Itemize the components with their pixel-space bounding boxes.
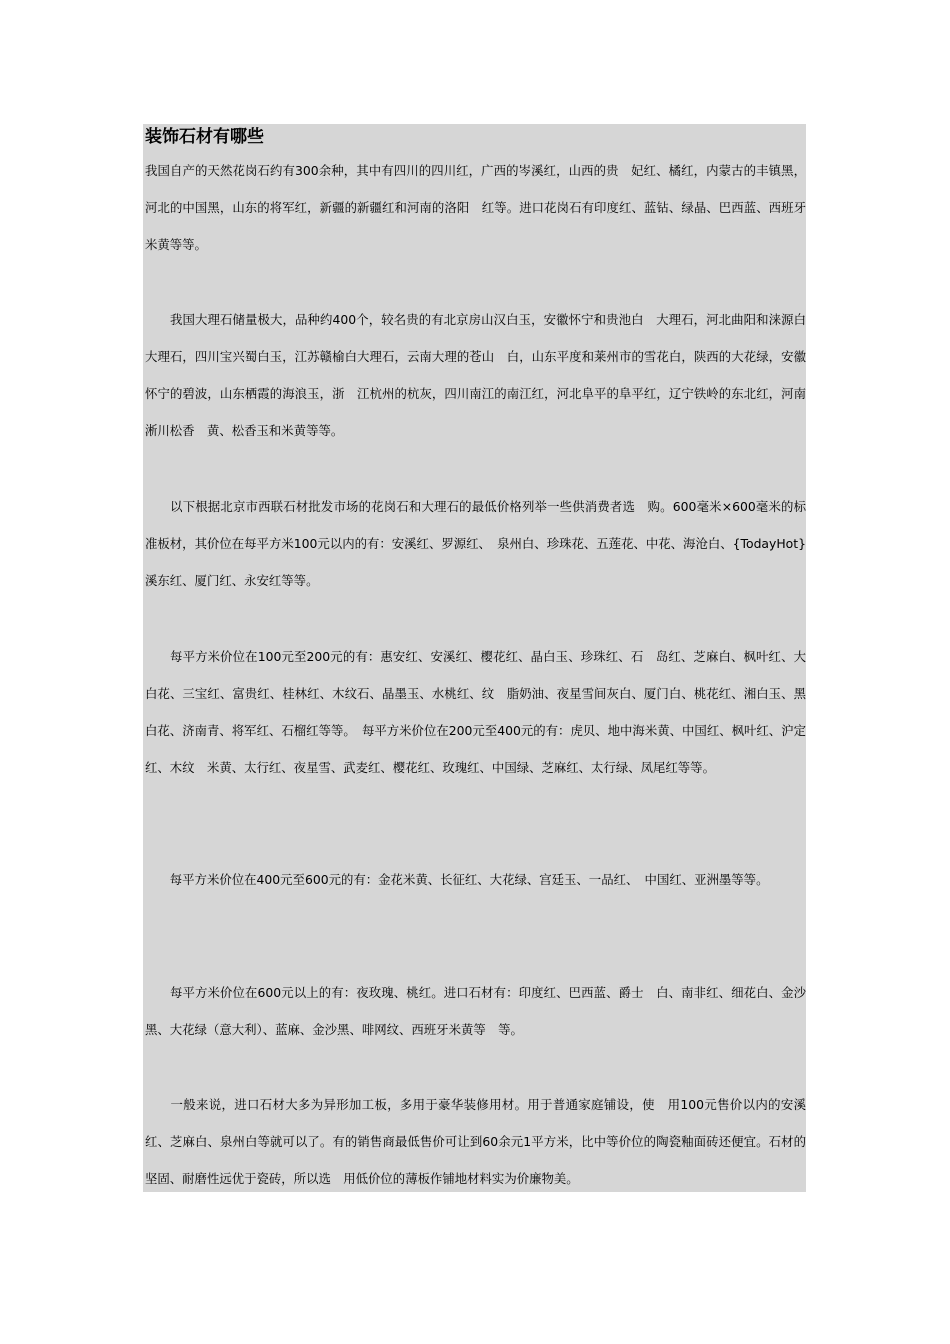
paragraph-price-under-100: 以下根据北京市西联石材批发市场的花岗石和大理石的最低价格列举一些供消费者选 购。600毫米×600毫米的标准板材，其价位在每平方米100元以内的有：安溪红、罗源红、 泉州白、珍珠花、五莲花、中花、海沧白、{TodayHot}溪东红、厦门红、永安红等等。 xyxy=(145,499,806,588)
paragraph-general-advice: 一般来说，进口石材大多为异形加工板，多用于豪华装修用材。用于普通家庭铺设，使 用100元售价以内的安溪红、芝麻白、泉州白等就可以了。有的销售商最低售价可让到60余元1平方米，比中等价位的陶瓷釉面砖还便宜。石材的坚固、耐磨性远优于瓷砖，所以选 用低价位的薄板作铺地材料实为价廉物美。 xyxy=(145,1097,806,1186)
document-title: 装饰石材有哪些 xyxy=(145,127,264,147)
paragraph-price-over-600: 每平方米价位在600元以上的有：夜玫瑰、桃红。进口石材有：印度红、巴西蓝、爵士 白、南非红、细花白、金沙黑、大花绿（意大利）、蓝麻、金沙黑、啡网纹、西班牙米黄等 等。 xyxy=(145,985,806,1037)
paragraph-price-100-400: 每平方米价位在100元至200元的有：惠安红、安溪红、樱花红、晶白玉、珍珠红、石 岛红、芝麻白、枫叶红、大白花、三宝红、富贵红、桂林红、木纹石、晶墨玉、水桃红、纹 脂奶油、夜星雪间灰白、厦门白、桃花红、湘白玉、黑白花、济南青、将军红、石榴红等等。 每平方米价位在200元至400元的有：虎贝、地中海米黄、中国红、枫叶红、沪定红、木纹 米黄、太行红、夜星雪、武麦红、樱花红、玫瑰红、中国绿、芝麻红、太行绿、凤尾红等等。 xyxy=(145,649,806,775)
paragraph-marble-domestic: 我国大理石储量极大，品种约400个，较名贵的有北京房山汉白玉，安徽怀宁和贵池白 大理石，河北曲阳和涞源白大理石，四川宝兴蜀白玉，江苏赣榆白大理石，云南大理的苍山 白，山东平度和莱州市的雪花白，陕西的大花绿，安徽怀宁的碧波，山东栖霞的海浪玉，浙 江杭州的杭灰，四川南江的南江红，河北阜平的阜平红，辽宁铁岭的东北红，河南淅川松香 黄、松香玉和米黄等等。 xyxy=(145,312,806,438)
paragraph-price-400-600: 每平方米价位在400元至600元的有：金花米黄、长征红、大花绿、宫廷玉、一品红、 中国红、亚洲墨等等。 xyxy=(145,872,769,887)
paragraph-granite-domestic: 我国自产的天然花岗石约有300余种，其中有四川的四川红，广西的岑溪红，山西的贵 妃红、橘红，内蒙古的丰镇黑，河北的中国黑，山东的将军红，新疆的新疆红和河南的洛阳 红等。进口花岗石有印度红、蓝钻、绿晶、巴西蓝、西班牙米黄等等。 xyxy=(145,163,806,252)
